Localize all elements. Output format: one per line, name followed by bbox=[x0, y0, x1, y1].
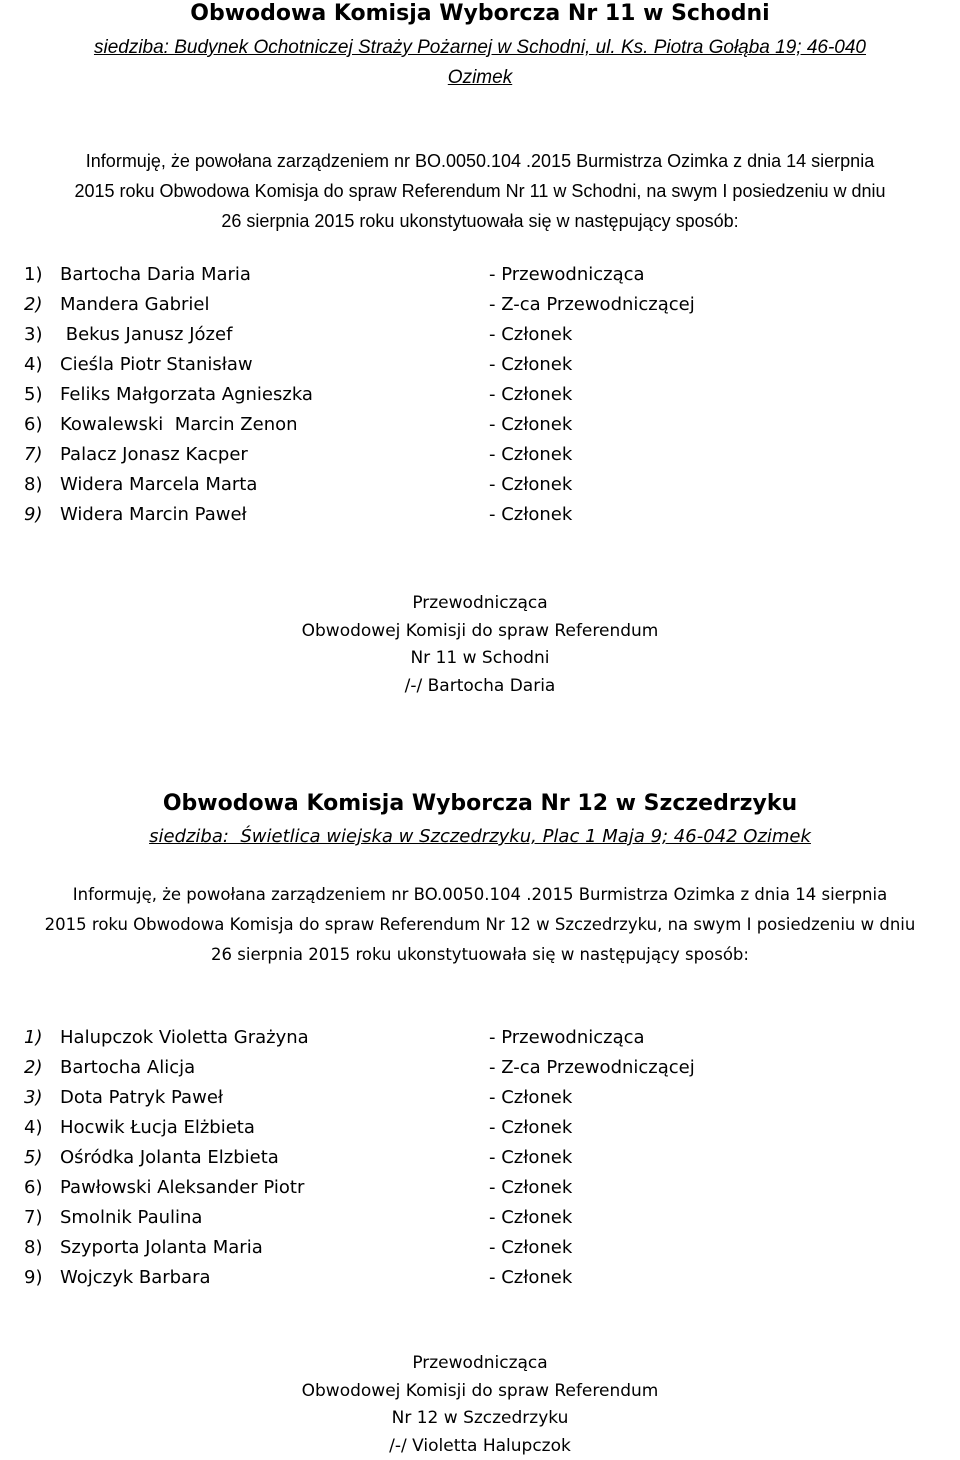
member-number: 7) bbox=[24, 1207, 43, 1228]
member-row bbox=[24, 440, 944, 470]
member-row bbox=[24, 1053, 944, 1083]
member-role: - Członek bbox=[489, 1117, 573, 1138]
member-number: 5) bbox=[24, 384, 43, 405]
member-row bbox=[24, 1173, 944, 1203]
member-name: Feliks Małgorzata Agnieszka bbox=[60, 384, 313, 405]
member-row bbox=[24, 1113, 944, 1143]
member-number: 4) bbox=[24, 1117, 43, 1138]
signature-name: /-/ Bartocha Daria bbox=[404, 675, 556, 696]
member-role: - Członek bbox=[489, 324, 573, 345]
signature-role: Przewodnicząca bbox=[412, 1353, 548, 1373]
section1-intro bbox=[0, 146, 960, 236]
member-row bbox=[24, 260, 944, 290]
member-name: Widera Marcin Paweł bbox=[60, 504, 247, 525]
section2-intro-line-1: Informuję, że powołana zarządzeniem nr BO.0050.104 .2015 Burmistrza Ozimka z dnia 14 sierpnia bbox=[72, 885, 888, 904]
member-role: - Z-ca Przewodniczącej bbox=[489, 294, 695, 315]
member-row bbox=[24, 1203, 944, 1233]
member-name: Bekus Janusz Józef bbox=[60, 324, 233, 345]
member-role: - Członek bbox=[489, 354, 573, 375]
member-number: 3) bbox=[24, 324, 43, 345]
section2-intro-line-3: 26 sierpnia 2015 roku ukonstytuowała się w następujący sposób: bbox=[211, 945, 749, 964]
member-row bbox=[24, 410, 944, 440]
member-row bbox=[24, 1143, 944, 1173]
member-role: - Członek bbox=[489, 1147, 573, 1168]
member-role: - Członek bbox=[489, 1177, 573, 1198]
member-role: - Członek bbox=[489, 504, 573, 525]
member-name: Pawłowski Aleksander Piotr bbox=[60, 1177, 305, 1198]
section2-title: Obwodowa Komisja Wyborcza Nr 12 w Szczedrzyku bbox=[162, 791, 798, 816]
member-name: Palacz Jonasz Kacper bbox=[60, 444, 248, 465]
section1-intro-line-2: 2015 roku Obwodowa Komisja do spraw Referendum Nr 11 w Schodni, na swym I posiedzeniu w dniu bbox=[74, 181, 886, 201]
member-name: Hocwik Łucja Elżbieta bbox=[60, 1117, 255, 1138]
member-role: - Członek bbox=[489, 444, 573, 465]
section2-signature bbox=[0, 1350, 960, 1460]
member-row bbox=[24, 1083, 944, 1113]
member-row bbox=[24, 500, 944, 530]
member-role: - Członek bbox=[489, 384, 573, 405]
member-number: 6) bbox=[24, 1177, 43, 1198]
section2-intro-line-2: 2015 roku Obwodowa Komisja do spraw Referendum Nr 12 w Szczedrzyku, na swym I posiedzeniu w dniu bbox=[44, 915, 916, 934]
member-row bbox=[24, 1023, 944, 1053]
member-name: Smolnik Paulina bbox=[60, 1207, 203, 1228]
member-role: - Członek bbox=[489, 1267, 573, 1288]
member-role: - Członek bbox=[489, 1237, 573, 1258]
member-number: 2) bbox=[24, 1057, 43, 1078]
member-name: Szyporta Jolanta Maria bbox=[60, 1237, 263, 1258]
member-name: Halupczok Violetta Grażyna bbox=[60, 1027, 309, 1048]
member-number: 2) bbox=[24, 294, 43, 315]
member-name: Dota Patryk Paweł bbox=[60, 1087, 224, 1108]
member-number: 9) bbox=[24, 1267, 43, 1288]
member-row bbox=[24, 470, 944, 500]
section2-seat-line-1: siedziba: Świetlica wiejska w Szczedrzyku, Plac 1 Maja 9; 46-042 Ozimek bbox=[149, 826, 811, 847]
member-role: - Członek bbox=[489, 414, 573, 435]
member-role: - Z-ca Przewodniczącej bbox=[489, 1057, 695, 1078]
member-name: Bartocha Daria Maria bbox=[60, 264, 251, 285]
signature-commission: Nr 12 w Szczedrzyku bbox=[391, 1408, 569, 1428]
member-role: - Członek bbox=[489, 474, 573, 495]
section1-intro-line-1: Informuję, że powołana zarządzeniem nr BO.0050.104 .2015 Burmistrza Ozimka z dnia 14 sierpnia bbox=[85, 151, 875, 171]
section1-seat-line-1: siedziba: Budynek Ochotniczej Straży Pożarnej w Schodni, ul. Ks. Piotra Gołąba 19; 46-040 bbox=[93, 37, 867, 58]
member-number: 8) bbox=[24, 474, 43, 495]
member-role: - Przewodnicząca bbox=[489, 1027, 645, 1048]
member-number: 5) bbox=[24, 1147, 43, 1168]
member-name: Ośródka Jolanta Elzbieta bbox=[60, 1147, 279, 1168]
section2-seat bbox=[0, 822, 960, 852]
member-name: Kowalewski Marcin Zenon bbox=[60, 414, 298, 435]
member-row bbox=[24, 320, 944, 350]
member-number: 6) bbox=[24, 414, 43, 435]
signature-commission: Nr 11 w Schodni bbox=[410, 648, 550, 668]
member-number: 9) bbox=[24, 504, 43, 525]
section1-seat bbox=[0, 33, 960, 93]
member-number: 1) bbox=[24, 264, 43, 285]
section1-seat-line-2: Ozimek bbox=[447, 67, 513, 88]
signature-role: Przewodnicząca bbox=[412, 593, 548, 613]
member-number: 1) bbox=[24, 1027, 43, 1048]
member-number: 3) bbox=[24, 1087, 43, 1108]
member-number: 8) bbox=[24, 1237, 43, 1258]
section1-intro-line-3: 26 sierpnia 2015 roku ukonstytuowała się w następujący sposób: bbox=[221, 211, 739, 231]
member-name: Widera Marcela Marta bbox=[60, 474, 258, 495]
section2-intro bbox=[0, 880, 960, 970]
member-number: 4) bbox=[24, 354, 43, 375]
member-role: - Przewodnicząca bbox=[489, 264, 645, 285]
section1-member-list bbox=[24, 260, 944, 530]
section1-title: Obwodowa Komisja Wyborcza Nr 11 w Schodni bbox=[190, 1, 770, 26]
member-row bbox=[24, 1263, 944, 1293]
member-row bbox=[24, 350, 944, 380]
signature-body: Obwodowej Komisji do spraw Referendum bbox=[301, 620, 659, 641]
section2-member-list bbox=[24, 1023, 944, 1293]
member-row bbox=[24, 290, 944, 320]
member-name: Mandera Gabriel bbox=[60, 294, 210, 315]
signature-name: /-/ Violetta Halupczok bbox=[389, 1435, 571, 1456]
member-role: - Członek bbox=[489, 1207, 573, 1228]
member-row bbox=[24, 1233, 944, 1263]
member-row bbox=[24, 380, 944, 410]
signature-body: Obwodowej Komisji do spraw Referendum bbox=[301, 1380, 659, 1401]
member-name: Bartocha Alicja bbox=[60, 1057, 196, 1078]
member-name: Wojczyk Barbara bbox=[60, 1267, 211, 1288]
section1-signature bbox=[0, 590, 960, 700]
member-number: 7) bbox=[24, 444, 43, 465]
member-role: - Członek bbox=[489, 1087, 573, 1108]
member-name: Cieśla Piotr Stanisław bbox=[60, 354, 253, 375]
